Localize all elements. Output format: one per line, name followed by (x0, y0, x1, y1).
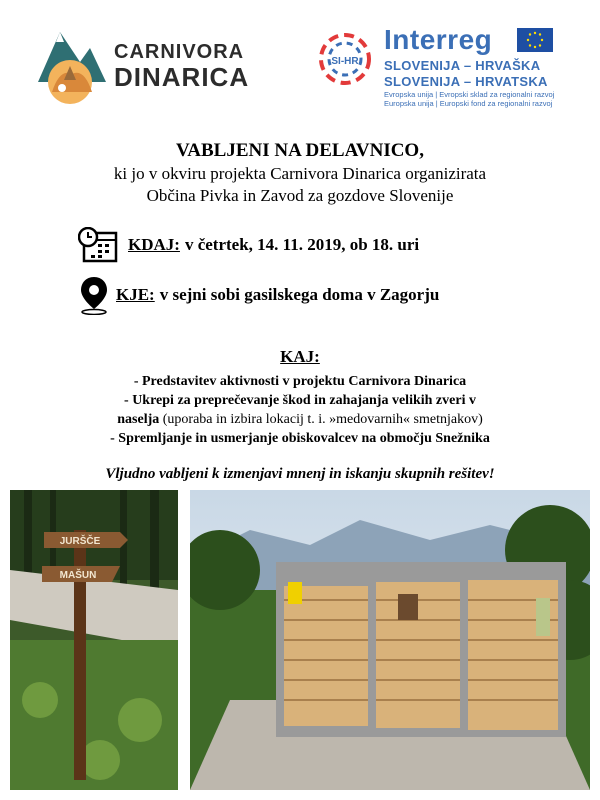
what-item-3: - Spremljanje in usmerjanje obiskovalcev na območju Snežnika (110, 431, 490, 446)
where-label: KJE: (116, 285, 155, 304)
where-row (78, 275, 439, 315)
interreg-title: Interreg (384, 24, 493, 55)
interreg-line1: SLOVENIJA – HRVAŠKA (384, 58, 541, 73)
interreg-line2: SLOVENIJA – HRVATSKA (384, 74, 548, 89)
si-hr-badge-text: SI-HR (331, 56, 359, 67)
when-row (78, 225, 419, 265)
invite-heading: VABLJENI NA DELAVNICO, (176, 140, 424, 161)
interreg-logo (314, 24, 566, 106)
invite-line1: ki jo v okviru projekta Carnivora Dinarica organizirata (113, 164, 487, 183)
where-text: v sejni sobi gasilskega doma v Zagorju (159, 285, 440, 304)
what-item-2b: naselja (117, 412, 160, 427)
invite-intro (0, 163, 600, 207)
when-label: KDAJ: (128, 235, 180, 254)
sign-jursce: JURŠČE (59, 536, 101, 547)
what-item-2 (0, 410, 600, 429)
location-pin-icon (78, 275, 110, 315)
invite-line2: Občina Pivka in Zavod za gozdove Slovenije (146, 186, 454, 205)
what-item-2c: (uporaba in izbira lokacij t. i. »medovarnih« smetnjakov) (159, 412, 483, 427)
what-item-1: - Predstavitev aktivnosti v projektu Carnivora Dinarica (133, 374, 467, 389)
closing-text: Vljudno vabljeni k izmenjavi mnenj in iskanju skupnih rešitev! (105, 466, 495, 482)
what-item-2a: - Ukrepi za preprečevanje škod in zahajanja velikih zveri v (124, 393, 476, 408)
calendar-clock-icon (78, 227, 118, 263)
carnivora-dinarica-logo (34, 22, 274, 106)
si-hr-ring-icon (314, 28, 376, 90)
sign-masun: MAŠUN (59, 570, 97, 581)
what-label: KAJ: (280, 347, 320, 366)
when-text: v četrtek, 14. 11. 2019, ob 18. uri (184, 235, 420, 254)
what-items (0, 372, 600, 448)
brand-line1: CARNIVORA (114, 41, 245, 63)
forest-signpost-photo (10, 490, 178, 790)
bins-photo (190, 490, 590, 790)
brand-wordmark (114, 42, 249, 90)
brand-line2: DINARICA (114, 62, 250, 92)
interreg-small1: Evropska unija | Evropski sklad za regionalni razvoj (384, 90, 555, 99)
eu-flag-icon (517, 28, 553, 52)
interreg-small2: Europska unija | Europski fond za regionalni razvoj (384, 99, 553, 108)
mountain-wolf-emblem-icon (34, 22, 110, 106)
